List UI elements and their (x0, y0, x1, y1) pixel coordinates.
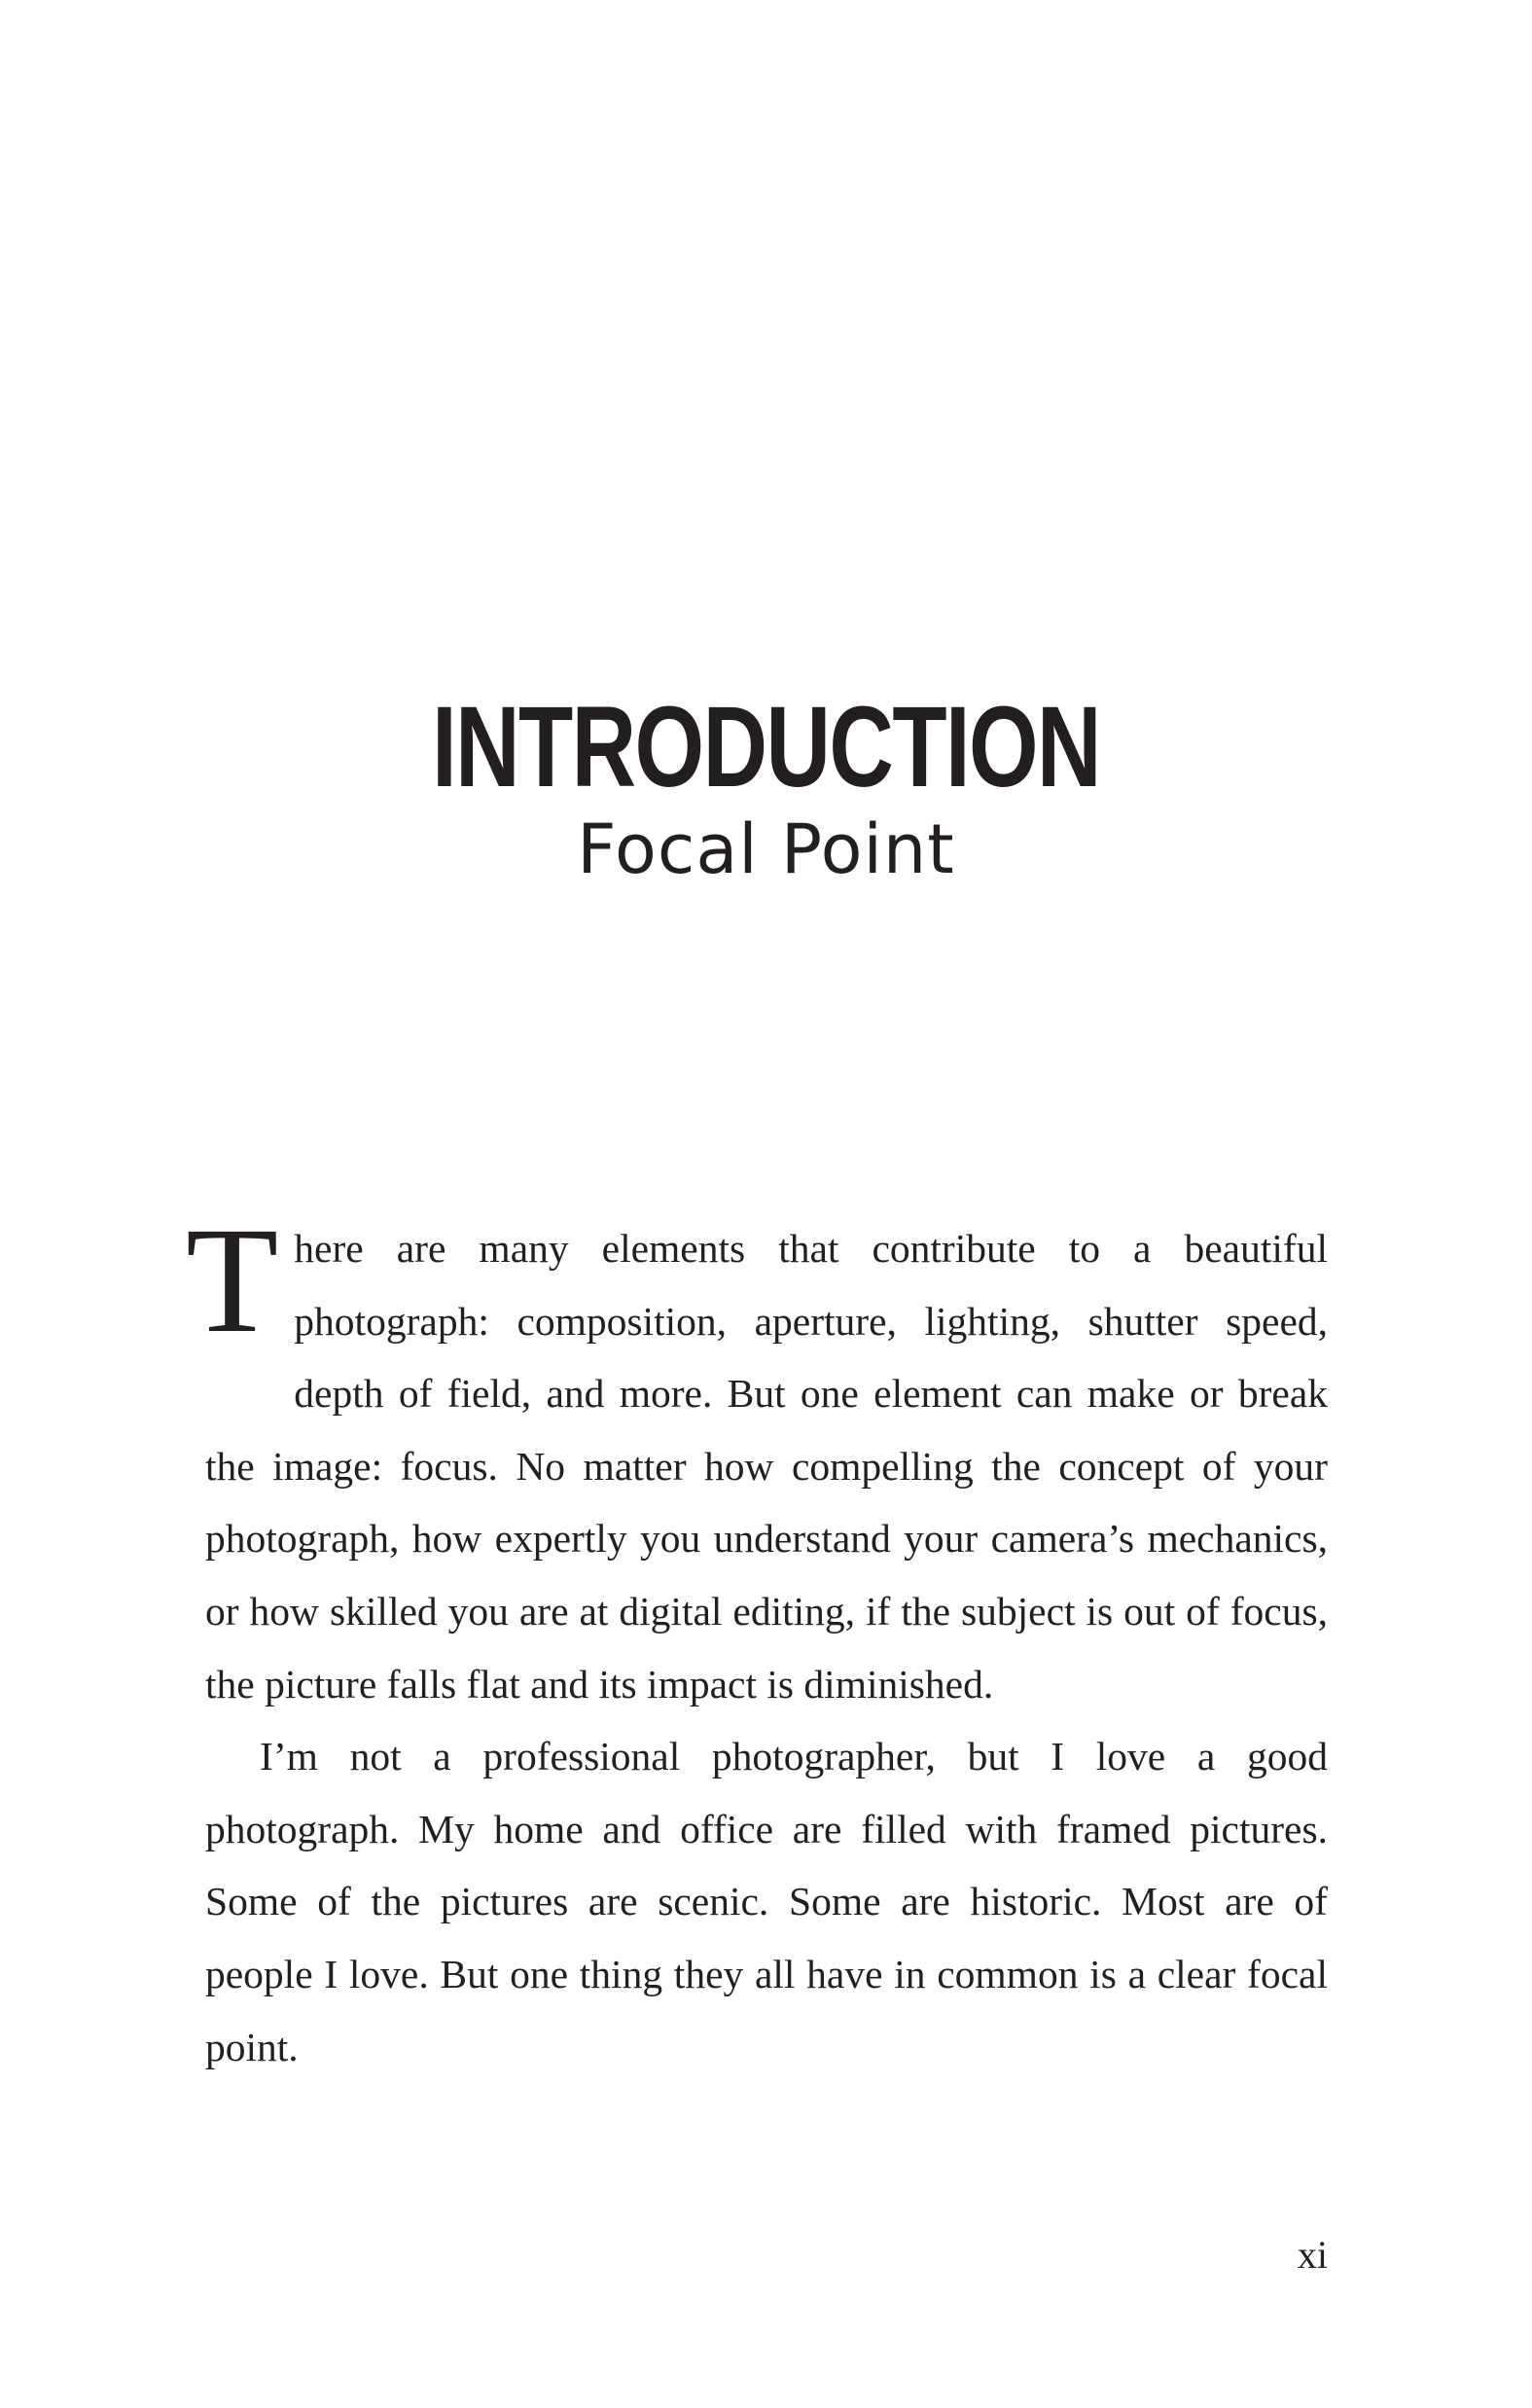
paragraph-1 (186, 1196, 1328, 1720)
body-text (186, 1196, 1328, 2083)
page-number: xi (1297, 2233, 1328, 2277)
chapter-title: Focal Point (577, 809, 955, 890)
chapter-label: INTRODUCTION (432, 683, 1100, 812)
paragraph-1-text: here are many elements that contribute to a beautiful photograph: composition, aperture, lighting, shutter speed, depth of field, and more. But one element can make or break the image: focus. No matter how compelling the concept of your photograph, how expertly you understand your camera’s mechanics, or how skilled you are at digital editing, if the subject is out of focus, the picture falls flat and its impact is diminished. (205, 1226, 1328, 1707)
drop-cap: T (186, 1196, 279, 1364)
paragraph-2: I’m not a professional photographer, but I love a good photograph. My home and office are filled with framed pictures. Some of the pictures are scenic. Some are historic. Most are of people I love. But one thing they all have in common is a clear focal point. (205, 1734, 1328, 2069)
